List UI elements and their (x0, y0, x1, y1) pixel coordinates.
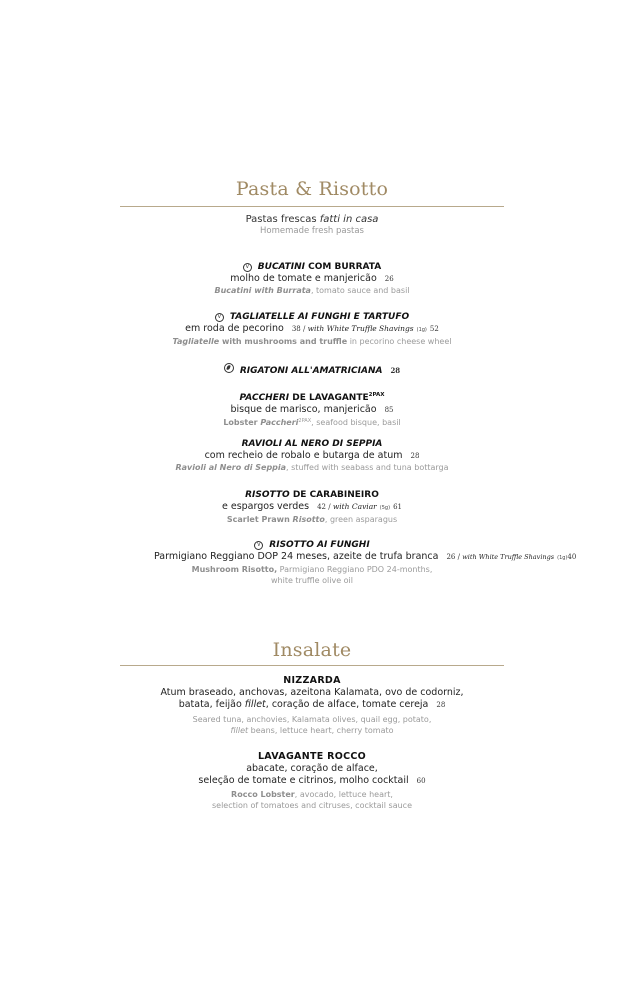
item-price: 38 (291, 325, 301, 333)
menu-item-ravioli (120, 438, 504, 473)
item-extra-qty: (1g) (416, 327, 427, 333)
item-desc-line2-rest: , coração de alface, tomate cereja (265, 699, 429, 710)
item-en-desc: , seafood bisque, basil (311, 418, 401, 427)
item-en-serving-badge: 2PAX (298, 418, 312, 424)
spicy-icon (224, 363, 234, 373)
item-name: RISOTTO (245, 490, 290, 500)
insalate-section-title: Insalate (272, 639, 352, 661)
item-en-desc: , stuffed with seabass and tuna bottarga (286, 463, 449, 472)
menu-item-rigatoni (120, 363, 504, 377)
item-name: NIZZARDA (283, 675, 341, 686)
item-price: 28 (410, 452, 420, 460)
item-price: 42 (317, 503, 326, 511)
price-separator: / (300, 325, 308, 333)
menu-item-paccheri (120, 389, 504, 428)
item-desc: com recheio de robalo e butarga de atum (204, 450, 403, 461)
subtitle-text: Pastas frescas (245, 214, 320, 225)
vegetarian-icon: V (254, 541, 263, 550)
item-desc: bisque de marisco, manjericão (230, 404, 377, 415)
item-en-name-rest: with mushrooms and truffle (219, 337, 348, 346)
item-en-name-it: Paccheri (260, 418, 299, 427)
item-desc-line2: seleção de tomate e citrinos, molho cocktail (198, 775, 409, 786)
menu-item-risotto-carabineiro (120, 489, 504, 525)
item-extra-price: 52 (429, 325, 439, 333)
item-en-name: Rocco Lobster (231, 790, 295, 799)
item-name: RISOTTO AI FUNGHI (269, 540, 370, 550)
pasta-subtitle (140, 213, 484, 237)
item-en-desc-line2: white truffle olive oil (270, 576, 353, 585)
item-name-rest: COM BURRATA (305, 262, 382, 272)
item-en-name: Mushroom Risotto, (191, 565, 278, 574)
item-desc: abacate, coração de alface, (246, 763, 378, 774)
item-en-desc: , tomato sauce and basil (310, 286, 410, 295)
vegetarian-icon: V (243, 263, 252, 272)
item-price: 28 (436, 701, 446, 709)
item-price: 28 (390, 366, 401, 375)
item-name-rest: DE CARABINEIRO (289, 490, 379, 500)
insalate-divider (120, 665, 504, 666)
item-en-desc-line2: beans, lettuce heart, cherry tomato (248, 726, 394, 735)
item-serving-badge: 2PAX (368, 392, 385, 398)
item-name: TAGLIATELLE AI FUNGHI E TARTUFO (229, 312, 410, 322)
pasta-section-title: Pasta & Risotto (235, 178, 389, 200)
item-price: 26 (446, 553, 456, 561)
item-extra-qty: (1g) (557, 555, 568, 561)
item-en-name: Tagliatelle (172, 337, 220, 346)
item-en-name: Bucatini with Burrata (214, 286, 311, 295)
item-desc: Parmigiano Reggiano DOP 24 meses, azeite de trufa branca (154, 551, 439, 562)
price-separator: / (326, 503, 333, 511)
item-en-desc: , green asparagus (324, 515, 398, 524)
item-en-emphasis: fillet (230, 726, 249, 735)
item-extra-option: with White Truffle Shavings (307, 324, 414, 333)
item-name: RIGATONI ALL'AMATRICIANA (239, 366, 383, 376)
pasta-divider (120, 206, 504, 207)
item-name: BUCATINI (257, 262, 306, 272)
item-extra-option: with White Truffle Shavings (462, 553, 555, 561)
price-separator: / (455, 553, 463, 561)
item-price: 60 (416, 777, 426, 785)
subtitle-emphasis: fatti in casa (319, 214, 379, 225)
item-en-desc-line2: selection of tomatoes and citruses, cocktail sauce (211, 801, 412, 810)
item-name: RAVIOLI AL NERO DI SEPPIA (241, 439, 383, 449)
item-en-name-it: Risotto (292, 515, 325, 524)
item-desc: e espargos verdes (221, 501, 310, 512)
item-name: PACCHERI (239, 393, 290, 403)
item-extra-price: 40 (567, 553, 577, 561)
item-desc-emphasis: fillet (244, 699, 266, 710)
item-name: LAVAGANTE ROCCO (257, 751, 367, 762)
item-extra-qty: (5g) (379, 505, 391, 511)
item-en-desc: Parmigiano Reggiano PDO 24-months, (277, 565, 433, 574)
item-en-desc: , avocado, lettuce heart, (294, 790, 393, 799)
menu-item-bucatini (120, 261, 504, 296)
vegetarian-icon: V (215, 313, 224, 322)
item-extra-price: 61 (393, 503, 403, 511)
menu-item-nizzarda (120, 675, 504, 736)
item-en-name: Scarlet Prawn (226, 515, 293, 524)
menu-item-risotto-funghi (120, 539, 577, 586)
item-desc-line2: batata, feijão (178, 699, 245, 710)
item-en-desc: in pecorino cheese wheel (347, 337, 452, 346)
item-desc: molho de tomate e manjericão (230, 273, 377, 284)
item-price: 85 (384, 406, 394, 414)
item-desc: Atum braseado, anchovas, azeitona Kalamata, ovo de codorniz, (160, 687, 464, 698)
item-extra-option: with Caviar (332, 502, 377, 511)
subtitle-en: Homemade fresh pastas (260, 226, 364, 236)
menu-item-lavagante-rocco (120, 751, 504, 811)
menu-item-tagliatelle (120, 311, 504, 347)
item-en-desc: Seared tuna, anchovies, Kalamata olives, quail egg, potato, (192, 715, 432, 724)
item-desc: em roda de pecorino (185, 323, 284, 334)
item-en-name: Ravioli al Nero di Seppia (175, 463, 287, 472)
item-name-rest: DE LAVAGANTE (289, 393, 369, 403)
item-en-name: Lobster (223, 418, 261, 427)
item-price: 26 (384, 275, 394, 283)
